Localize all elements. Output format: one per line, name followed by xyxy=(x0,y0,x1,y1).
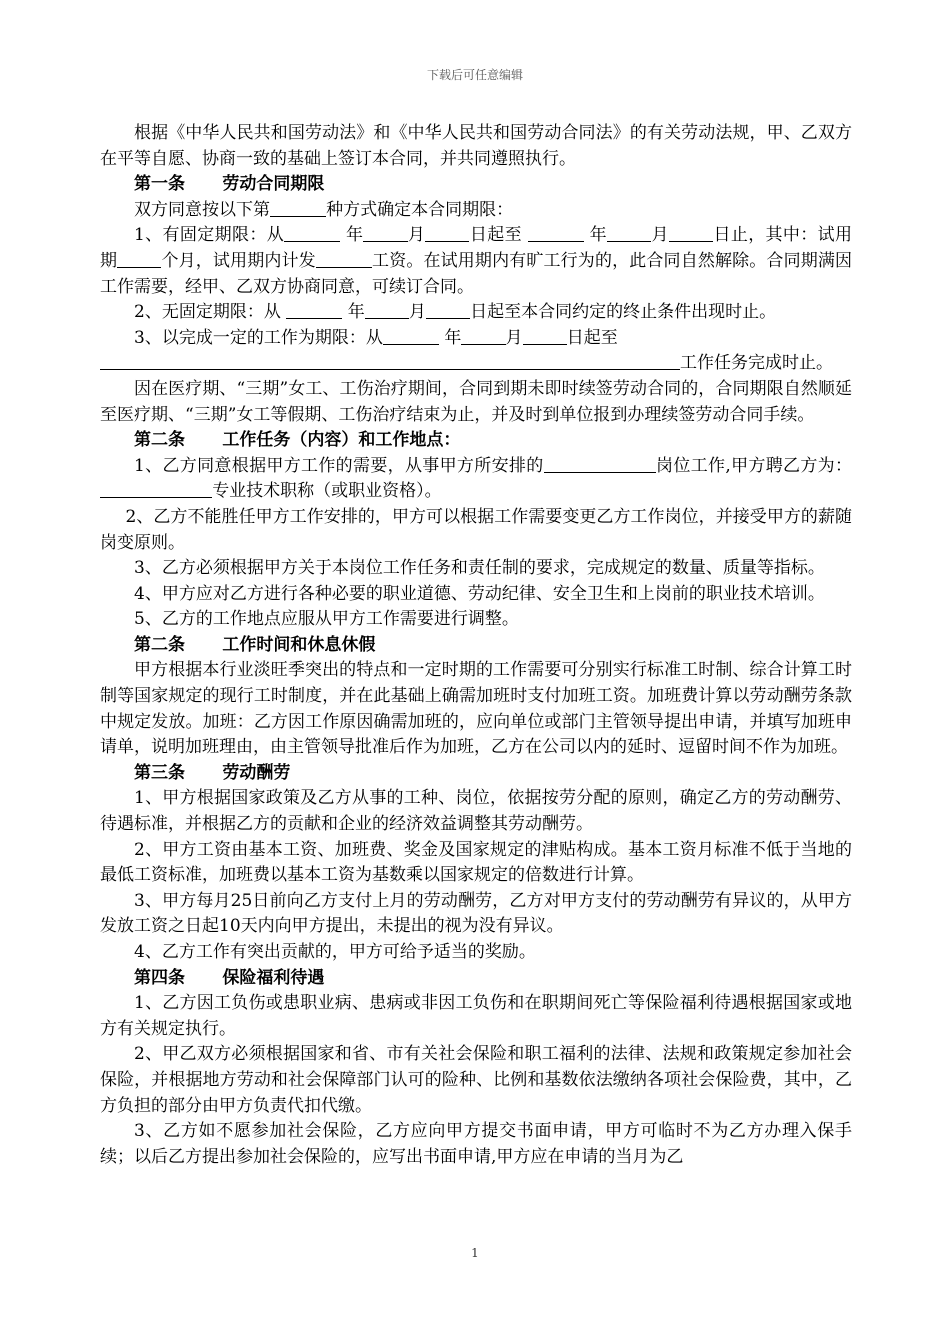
text: 月 xyxy=(505,327,523,348)
text: 1、有固定期限：从 xyxy=(134,225,285,246)
text: 日起至 xyxy=(469,225,522,246)
article-3-clause-3: 3、甲方每月25日前向乙方支付上月的劳动酬劳，乙方对甲方支付的劳动酬劳有异议的，从甲方发放工资之日起10天内向甲方提出，未提出的视为没有异议。 xyxy=(100,890,852,937)
blank-field xyxy=(117,250,161,268)
text: 岗位工作,甲方聘乙方为： xyxy=(655,455,852,476)
article-2b-clause-1: 甲方根据本行业淡旺季突出的特点和一定时期的工作需要可分别实行标准工时制、综合计算工时制等国家规定的现行工时制度，并在此基础上确需加班时支付加班工资。加班费计算以劳动酬劳条款中规定发放。加班：乙方因工作原因确需加班的，应向单位或部门主管领导提出申请，并填写加班申请单，说明加班理由，由主管领导批准后作为加班，乙方在公司以内的延时、逗留时间不作为加班。 xyxy=(100,660,852,758)
text: 工资。在试用期内有旷工行为的，此合同自然解除。合同期满因工作需要，经甲、乙双方协商同意，可续订合同。 xyxy=(100,250,853,297)
contract-body xyxy=(100,121,852,1170)
article-2-clause-3: 3、乙方必须根据甲方关于本岗位工作任务和责任制的要求，完成规定的数量、质量等指标。 xyxy=(134,558,825,579)
blank-field xyxy=(544,455,656,473)
page-header: 下载后可任意编辑 xyxy=(426,68,523,82)
blank-field xyxy=(426,301,470,319)
text: 月 xyxy=(651,225,669,246)
blank-field xyxy=(425,224,469,242)
blank-field xyxy=(270,199,326,217)
article-title: 劳动合同期限 xyxy=(222,174,325,195)
blank-field xyxy=(461,327,505,345)
intro-paragraph: 根据《中华人民共和国劳动法》和《中华人民共和国劳动合同法》的有关劳动法规，甲、乙双方在平等自愿、协商一致的基础上签订本合同，并共同遵照执行。 xyxy=(100,123,852,169)
blank-field xyxy=(607,224,651,242)
article-3-clause-4: 4、乙方工作有突出贡献的，甲方可给予适当的奖励。 xyxy=(134,942,536,962)
blank-field xyxy=(528,224,584,242)
article-number: 第三条 xyxy=(134,762,185,783)
article-title: 保险福利待遇 xyxy=(222,967,325,988)
text: 专业技术职称（或职业资格）。 xyxy=(212,481,442,502)
text: 月 xyxy=(407,225,426,246)
text: 3、以完成一定的工作为期限：从 xyxy=(134,327,383,348)
article-title: 工作时间和休息休假 xyxy=(222,634,376,655)
text: 双方同意按以下第 xyxy=(134,199,270,220)
article-3-heading xyxy=(100,761,852,787)
text: 月 xyxy=(408,302,426,323)
blank-field xyxy=(100,480,212,498)
article-3-clause-1: 1、甲方根据国家政策及乙方从事的工种、岗位，依据按劳分配的原则，确定乙方的劳动酬劳、待遇标准，并根据乙方的贡献和企业的经济效益调整其劳动酬劳。 xyxy=(100,788,852,835)
article-1-heading xyxy=(100,172,852,198)
article-1-clause-0 xyxy=(100,198,852,224)
blank-field xyxy=(316,250,372,268)
blank-field xyxy=(523,327,567,345)
text: 日止，其中：试用期 xyxy=(100,225,853,271)
text: 日起至本合同约定的终止条件出现时止。 xyxy=(470,302,777,323)
blank-field xyxy=(669,224,713,242)
text: 年 xyxy=(347,302,365,323)
text: 种方式确定本合同期限： xyxy=(326,199,514,220)
article-number: 第二条 xyxy=(134,634,185,655)
article-2-heading xyxy=(100,428,852,454)
text: 年 xyxy=(444,327,462,348)
article-1-clause-1 xyxy=(100,223,852,300)
text: 工作任务完成时止。 xyxy=(680,353,833,374)
text: 个月，试用期内计发 xyxy=(161,250,316,271)
blank-field xyxy=(100,352,680,370)
article-1-clause-3 xyxy=(100,326,852,377)
article-number: 第二条 xyxy=(134,430,185,451)
article-4-clause-3: 3、乙方如不愿参加社会保险，乙方应向甲方提交书面申请，甲方可临时不为乙方办理入保手续；以后乙方提出参加社会保险的，应写出书面申请,甲方应在申请的当月为乙 xyxy=(100,1121,852,1167)
text: 年 xyxy=(589,225,607,246)
article-number: 第四条 xyxy=(134,967,185,988)
text: 1、乙方同意根据甲方工作的需要，从事甲方所安排的 xyxy=(134,455,544,476)
blank-field xyxy=(284,224,340,242)
article-1-clause-4: 因在医疗期、“三期”女工、工伤治疗期间，合同到期未即时续签劳动合同的，合同期限自然顺延至医疗期、“三期”女工等假期、工伤治疗结束为止，并及时到单位报到办理续签劳动合同手续。 xyxy=(100,378,852,425)
article-4-heading xyxy=(100,966,852,992)
article-title: 工作任务（内容）和工作地点： xyxy=(222,430,461,451)
article-2-clause-4: 4、甲方应对乙方进行各种必要的职业道德、劳动纪律、安全卫生和上岗前的职业技术培训。 xyxy=(134,583,825,604)
article-4-clause-1: 1、乙方因工负伤或患职业病、患病或非因工负伤和在职期间死亡等保险福利待遇根据国家或地方有关规定执行。 xyxy=(100,993,852,1039)
blank-field xyxy=(383,327,439,345)
article-2b-heading xyxy=(100,633,852,659)
article-2-clause-5: 5、乙方的工作地点应服从甲方工作需要进行调整。 xyxy=(134,609,519,630)
page-number: 1 xyxy=(471,1246,479,1260)
text: 2、无固定期限：从 xyxy=(134,302,281,323)
text: 日起至 xyxy=(566,327,618,348)
blank-field xyxy=(365,301,409,319)
article-1-clause-2 xyxy=(100,300,852,326)
article-3-clause-2: 2、甲方工资由基本工资、加班费、奖金及国家规定的津贴构成。基本工资月标准不低于当地的最低工资标准，加班费以基本工资为基数乘以国家规定的倍数进行计算。 xyxy=(100,839,852,886)
article-number: 第一条 xyxy=(134,174,185,195)
blank-field xyxy=(286,301,342,319)
text: 年 xyxy=(346,225,364,246)
article-title: 劳动酬劳 xyxy=(222,762,291,783)
blank-field xyxy=(363,224,407,242)
article-2-clause-1 xyxy=(100,454,852,505)
article-4-clause-2: 2、甲乙双方必须根据国家和省、市有关社会保险和职工福利的法律、法规和政策规定参加社会保险，并根据地方劳动和社会保障部门认可的险种、比例和基数依法缴纳各项社会保险费，其中，乙方负担的部分由甲方负责代扣代缴。 xyxy=(100,1044,852,1116)
article-2-clause-2: 2、乙方不能胜任甲方工作安排的，甲方可以根据工作需要变更乙方工作岗位，并接受甲方的薪随岗变原则。 xyxy=(100,506,852,553)
